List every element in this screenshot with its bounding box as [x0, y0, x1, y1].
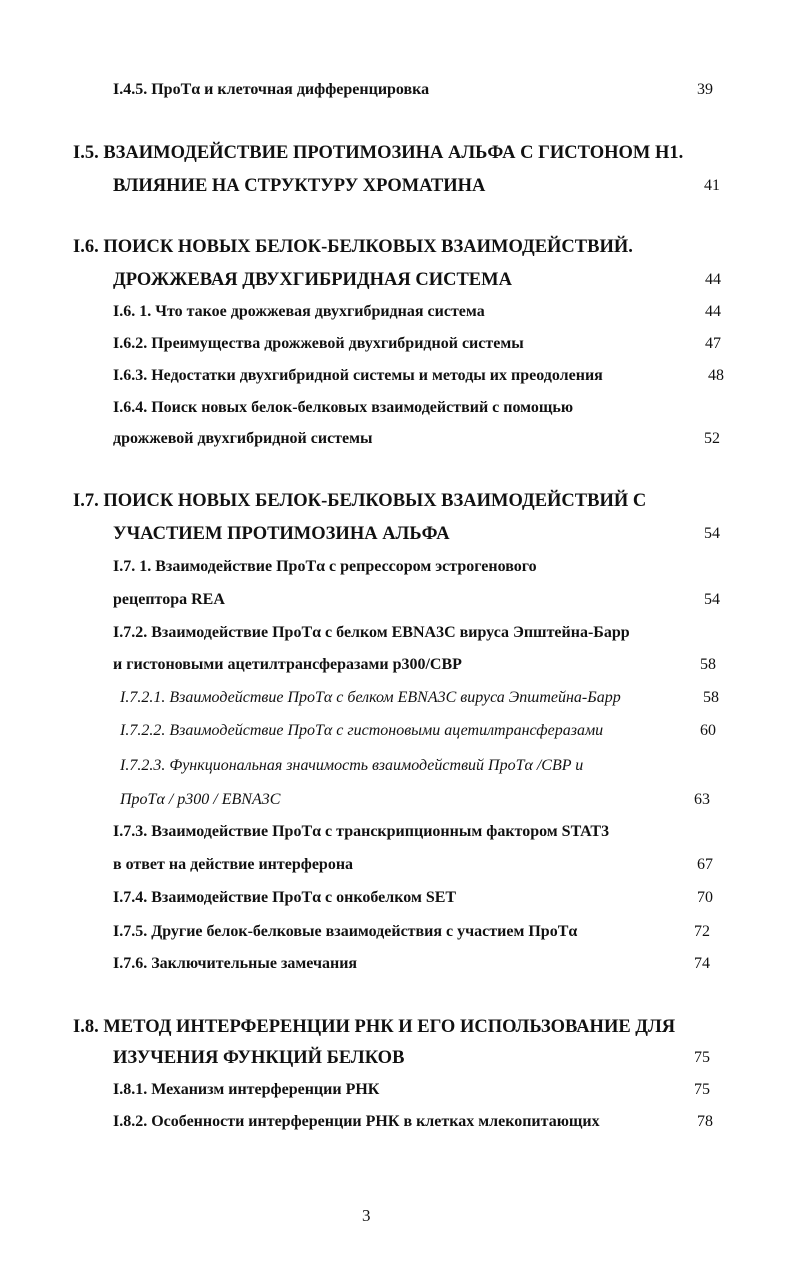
toc-entry-text: I.7. 1. Взаимодействие ПроТα с репрессором эстрогенового [113, 558, 537, 575]
toc-entry-1-7-1-cont [0, 584, 795, 616]
toc-section-1-8 [0, 1011, 795, 1043]
toc-entry-text: I.5. ВЗАИМОДЕЙСТВИЕ ПРОТИМОЗИНА АЛЬФА С ГИСТОНОМ Н1. [73, 143, 684, 163]
toc-entry-text: I.7.2.3. Функциональная значимость взаимодействий ПроТα /CBP и [120, 757, 584, 774]
toc-entry-text: I.4.5. ПроТα и клеточная дифференцировка [113, 81, 430, 98]
toc-entry-1-8-1 [0, 1074, 795, 1106]
toc-entry-1-7-1 [0, 551, 795, 583]
toc-entry-text: I.6.2. Преимущества дрожжевой двухгибридной системы [113, 335, 524, 352]
toc-entry-text: дрожжевой двухгибридной системы [113, 430, 373, 447]
toc-entry-text: ДРОЖЖЕВАЯ ДВУХГИБРИДНАЯ СИСТЕМА [113, 270, 512, 290]
toc-entry-page: 58 [700, 656, 716, 673]
toc-entry-page: 44 [705, 303, 721, 320]
toc-entry-text: ВЛИЯНИЕ НА СТРУКТУРУ ХРОМАТИНА [113, 176, 486, 196]
toc-entry-text: I.7.6. Заключительные замечания [113, 955, 358, 972]
toc-entry-1-6-1 [0, 296, 795, 328]
toc-entry-text: УЧАСТИЕМ ПРОТИМОЗИНА АЛЬФА [113, 524, 450, 544]
toc-section-1-5-cont [0, 170, 795, 202]
toc-entry-1-7-5 [0, 916, 795, 948]
toc-entry-page: 72 [694, 923, 710, 940]
toc-entry-text: I.7.3. Взаимодействие ПроТα с транскрипционным фактором STAT3 [113, 823, 610, 840]
toc-entry-text: I.8.2. Особенности интерференции РНК в клетках млекопитающих [113, 1113, 600, 1130]
toc-section-1-5 [0, 137, 795, 169]
toc-entry-page: 54 [704, 525, 720, 542]
toc-entry-text: I.7.2.2. Взаимодействие ПроТα с гистоновыми ацетилтрансферазами [120, 722, 604, 739]
toc-entry-1-7-2-2 [0, 715, 795, 747]
toc-entry-page: 41 [704, 177, 720, 194]
toc-entry-1-6-4 [0, 392, 795, 424]
toc-entry-page: 75 [694, 1049, 710, 1066]
toc-entry-text: I.7.5. Другие белок-белковые взаимодействия с участием ПроТα [113, 923, 578, 940]
toc-entry-text: ПроТα / р300 / EBNA3C [120, 791, 281, 808]
toc-entry-1-4-5 [0, 74, 795, 106]
toc-entry-1-7-6 [0, 948, 795, 980]
toc-entry-page: 70 [697, 889, 713, 906]
toc-entry-1-7-2-3-cont [0, 784, 795, 816]
toc-entry-page: 60 [700, 722, 716, 739]
toc-entry-text: ИЗУЧЕНИЯ ФУНКЦИЙ БЕЛКОВ [113, 1048, 405, 1068]
toc-entry-1-7-4 [0, 882, 795, 914]
toc-entry-1-7-2-1 [0, 682, 795, 714]
toc-entry-text: в ответ на действие интерферона [113, 856, 354, 873]
toc-entry-text: I.7.2.1. Взаимодействие ПроТα с белком EBNA3C вируса Эпштейна-Барр [120, 689, 621, 706]
toc-section-1-6-cont [0, 264, 795, 296]
toc-section-1-6 [0, 231, 795, 263]
toc-entry-1-6-4-cont [0, 423, 795, 455]
toc-entry-text: и гистоновыми ацетилтрансферазами р300/CBP [113, 656, 462, 673]
toc-entry-page: 44 [705, 271, 721, 288]
toc-entry-1-7-3 [0, 816, 795, 848]
toc-entry-1-7-2-3 [0, 750, 795, 782]
toc-entry-1-8-2 [0, 1106, 795, 1138]
toc-entry-text: I.7. ПОИСК НОВЫХ БЕЛОК-БЕЛКОВЫХ ВЗАИМОДЕЙСТВИЙ С [73, 491, 647, 511]
toc-entry-text: I.8.1. Механизм интерференции РНК [113, 1081, 380, 1098]
toc-entry-page: 63 [694, 791, 710, 808]
toc-entry-text: I.7.4. Взаимодействие ПроТα с онкобелком SET [113, 889, 457, 906]
toc-entry-text: I.6.3. Недостатки двухгибридной системы и методы их преодоления [113, 367, 603, 384]
toc-entry-text: I.7.2. Взаимодействие ПроТα с белком EBNA3C вируса Эпштейна-Барр [113, 624, 630, 641]
toc-section-1-7-cont [0, 518, 795, 550]
toc-entry-page: 58 [703, 689, 719, 706]
toc-entry-page: 48 [708, 367, 724, 384]
toc-entry-page: 75 [694, 1081, 710, 1098]
toc-entry-page: 39 [697, 81, 713, 98]
toc-entry-1-7-2 [0, 617, 795, 649]
toc-entry-text: I.6. ПОИСК НОВЫХ БЕЛОК-БЕЛКОВЫХ ВЗАИМОДЕЙСТВИЙ. [73, 237, 633, 257]
toc-entry-text: I.8. МЕТОД ИНТЕРФЕРЕНЦИИ РНК И ЕГО ИСПОЛЬЗОВАНИЕ ДЛЯ [73, 1017, 676, 1037]
toc-entry-text: рецептора REA [113, 591, 225, 608]
toc-entry-1-7-3-cont [0, 849, 795, 881]
toc-entry-text: I.6.4. Поиск новых белок-белковых взаимодействий с помощью [113, 399, 574, 416]
toc-entry-page: 54 [704, 591, 720, 608]
toc-entry-page: 67 [697, 856, 713, 873]
toc-entry-page: 47 [705, 335, 721, 352]
toc-entry-1-7-2-cont [0, 649, 795, 681]
toc-entry-1-6-3 [0, 360, 795, 392]
toc-entry-page: 78 [697, 1113, 713, 1130]
toc-entry-1-6-2 [0, 328, 795, 360]
toc-section-1-7 [0, 485, 795, 517]
toc-entry-page: 52 [704, 430, 720, 447]
toc-entry-text: I.6. 1. Что такое дрожжевая двухгибридная система [113, 303, 485, 320]
page-number: 3 [362, 1206, 371, 1225]
toc-entry-page: 74 [694, 955, 710, 972]
toc-section-1-8-cont [0, 1042, 795, 1074]
